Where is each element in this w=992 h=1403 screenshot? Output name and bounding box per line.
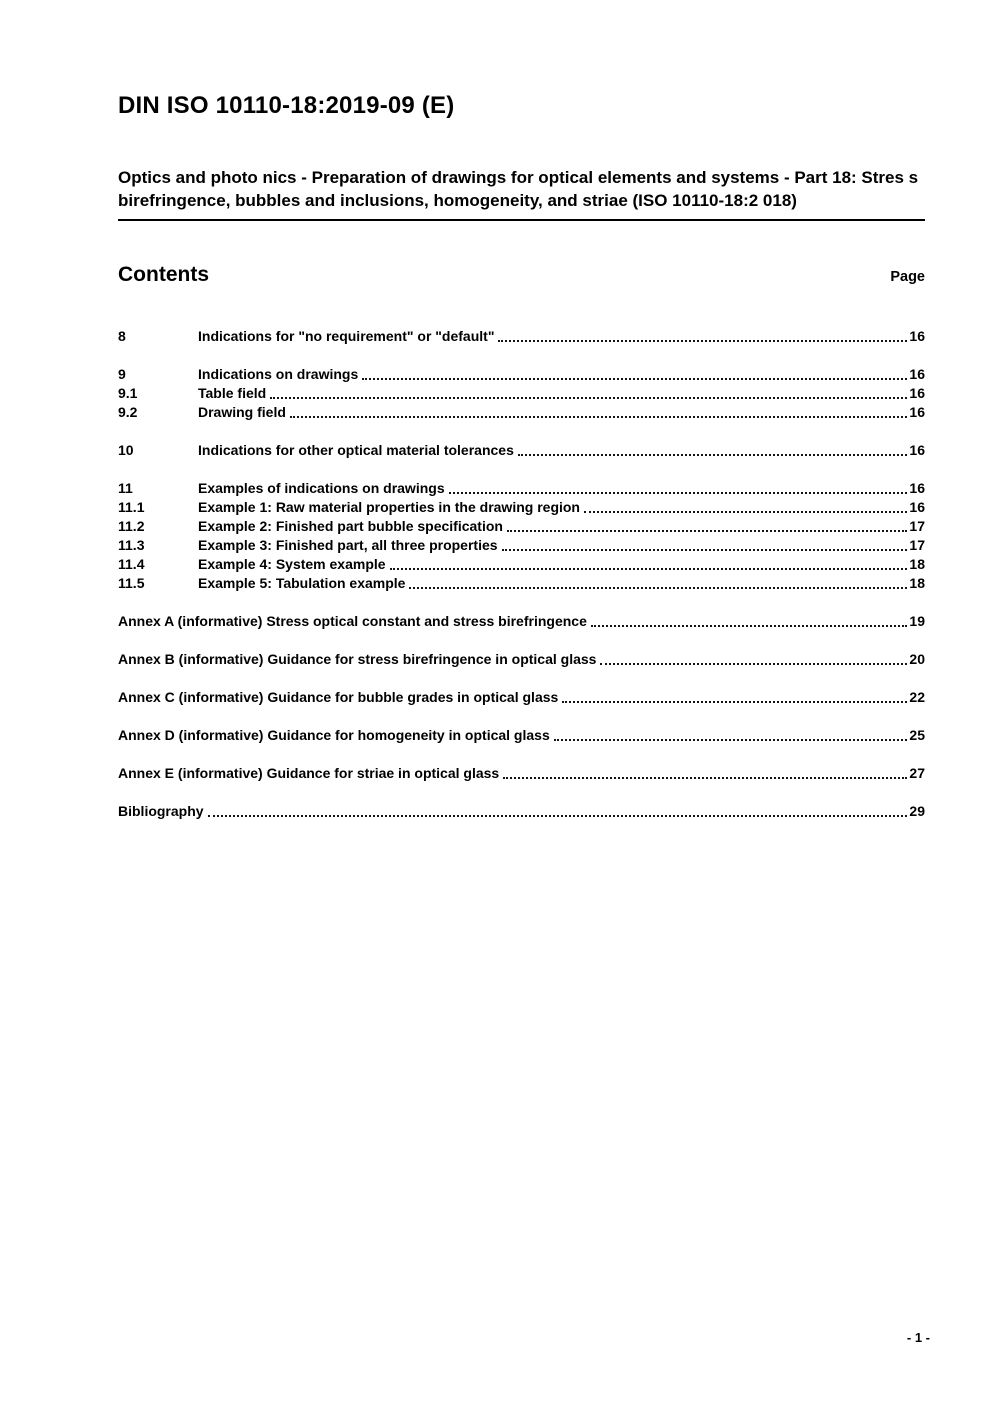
toc-leader-dots	[409, 587, 907, 589]
toc-entry	[118, 441, 925, 460]
toc-entry	[118, 327, 925, 346]
toc-entry-page: 16	[909, 442, 925, 458]
toc-entry-page: 16	[909, 404, 925, 420]
toc-entry-label: Annex E (informative) Guidance for striae in optical glass	[118, 765, 500, 781]
toc-entry-label: Annex A (informative) Stress optical constant and stress birefringence	[118, 613, 587, 629]
toc-entry-number: 9	[118, 366, 126, 382]
toc-leader-dots	[270, 397, 907, 399]
toc-entry	[118, 555, 925, 574]
toc-entry	[118, 479, 925, 498]
toc-leader-dots	[554, 739, 908, 741]
toc-entry-label: Examples of indications on drawings	[198, 480, 445, 496]
toc-entry	[118, 612, 925, 631]
toc-leader-dots	[562, 701, 907, 703]
toc-list	[118, 327, 925, 821]
toc-entry	[118, 650, 925, 669]
toc-leader-dots	[502, 549, 908, 551]
toc-entry-page: 16	[909, 385, 925, 401]
toc-entry	[118, 802, 925, 821]
toc-entry-number: 9.1	[118, 385, 138, 401]
toc-entry-page: 17	[909, 518, 925, 534]
toc-entry	[118, 536, 925, 555]
toc-entry	[118, 517, 925, 536]
footer-page-number: - 1 -	[906, 1330, 930, 1345]
toc-entry	[118, 498, 925, 517]
toc-leader-dots	[390, 568, 908, 570]
toc-entry-label: Annex D (informative) Guidance for homogeneity in optical glass	[118, 727, 550, 743]
toc-entry-page: 18	[909, 575, 925, 591]
toc-entry-label: Indications for "no requirement" or "default"	[198, 328, 495, 344]
toc-entry-number: 11.5	[118, 575, 145, 591]
toc-leader-dots	[591, 625, 908, 627]
toc-leader-dots	[503, 777, 907, 779]
toc-entry-label: Annex C (informative) Guidance for bubble grades in optical glass	[118, 689, 559, 705]
toc-entry-page: 16	[909, 366, 925, 382]
toc-leader-dots	[362, 378, 907, 380]
toc-entry-page: 25	[909, 727, 925, 743]
toc-leader-dots	[449, 492, 908, 494]
toc-entry-number: 8	[118, 328, 126, 344]
toc-leader-dots	[290, 416, 908, 418]
toc-entry-page: 22	[909, 689, 925, 705]
toc-entry-page: 16	[909, 480, 925, 496]
toc-leader-dots	[600, 663, 907, 665]
toc-leader-dots	[584, 511, 907, 513]
page-column-label: Page	[890, 269, 925, 285]
toc-leader-dots	[507, 530, 907, 532]
toc-entry-label: Bibliography	[118, 803, 204, 819]
toc-entry-page: 17	[909, 537, 925, 553]
toc-entry-number: 9.2	[118, 404, 138, 420]
toc-entry	[118, 365, 925, 384]
toc-entry-page: 27	[909, 765, 925, 781]
toc-entry	[118, 574, 925, 593]
contents-heading: Contents	[118, 263, 209, 286]
toc-entry-number: 11.1	[118, 499, 145, 515]
document-id: DIN ISO 10110-18:2019-09 (E)	[118, 92, 455, 119]
toc-entry-number: 11.4	[118, 556, 145, 572]
toc-entry-page: 20	[909, 651, 925, 667]
toc-entry-page: 16	[909, 499, 925, 515]
document-title: Optics and photo nics - Preparation of drawings for optical elements and systems - Part 18: Stres s birefringence, bubbles and inclusions, homogeneity, and striae (ISO 10110-18:2 018)	[118, 166, 925, 221]
toc-entry-label: Example 3: Finished part, all three properties	[198, 537, 498, 553]
toc-entry-label: Indications on drawings	[198, 366, 359, 382]
toc-entry-number: 11.3	[118, 537, 145, 553]
toc-entry-number: 11.2	[118, 518, 145, 534]
toc-entry-number: 10	[118, 442, 134, 458]
toc-entry-page: 19	[909, 613, 925, 629]
toc-entry	[118, 688, 925, 707]
toc-leader-dots	[208, 815, 908, 817]
toc-entry-label: Table field	[198, 385, 267, 401]
toc-entry-page: 18	[909, 556, 925, 572]
toc-leader-dots	[518, 454, 908, 456]
contents-header-row	[118, 263, 925, 287]
toc-entry-label: Annex B (informative) Guidance for stress birefringence in optical glass	[118, 651, 597, 667]
toc-entry-page: 16	[909, 328, 925, 344]
toc-entry	[118, 726, 925, 745]
toc-entry-label: Drawing field	[198, 404, 286, 420]
toc-entry-label: Example 4: System example	[198, 556, 386, 572]
toc-entry	[118, 403, 925, 422]
toc-leader-dots	[498, 340, 907, 342]
toc-entry-label: Example 2: Finished part bubble specification	[198, 518, 503, 534]
toc-entry-label: Indications for other optical material tolerances	[198, 442, 514, 458]
toc-entry	[118, 384, 925, 403]
toc-entry-number: 11	[118, 480, 133, 496]
toc-entry-page: 29	[909, 803, 925, 819]
toc-entry-label: Example 1: Raw material properties in the drawing region	[198, 499, 580, 515]
toc-entry-label: Example 5: Tabulation example	[198, 575, 406, 591]
toc-entry	[118, 764, 925, 783]
